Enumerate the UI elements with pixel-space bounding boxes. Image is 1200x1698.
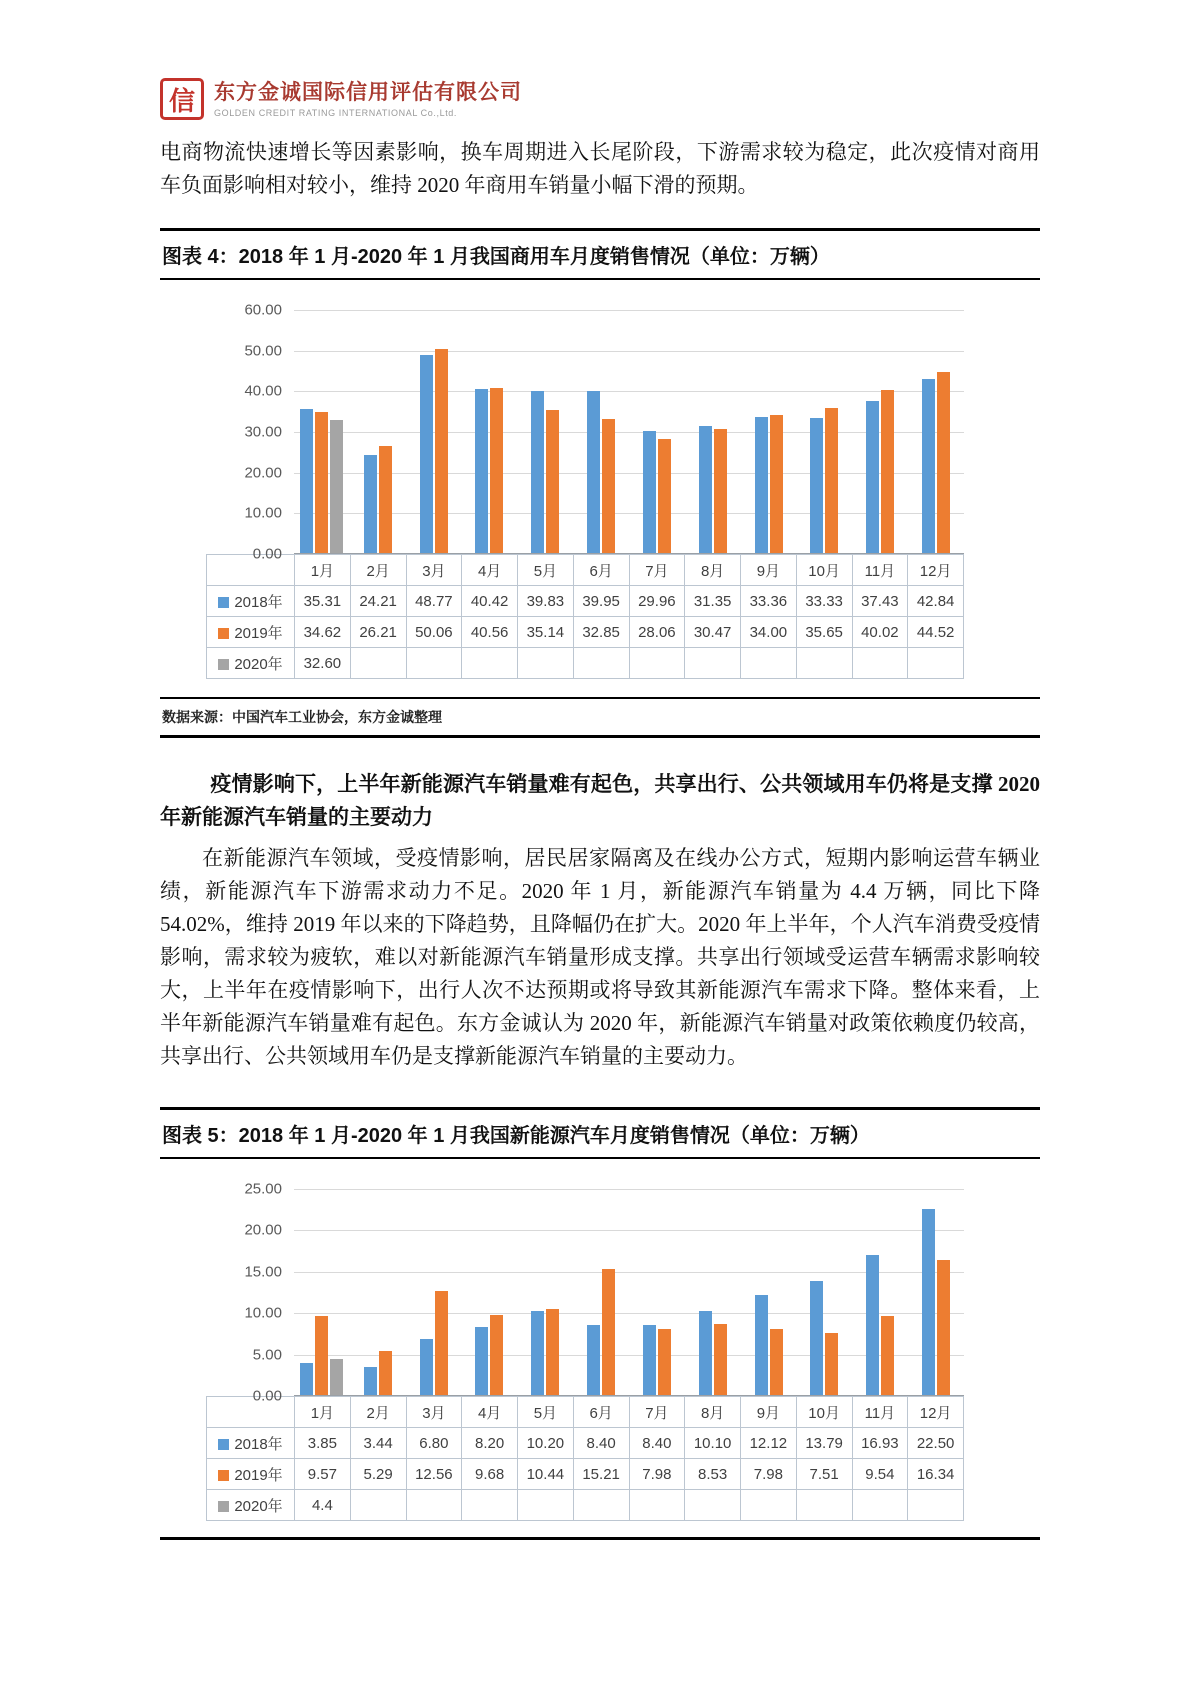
y-axis-tick: 25.00 xyxy=(244,1180,282,1198)
value-cell: 30.47 xyxy=(685,617,741,648)
company-name: 东方金诚国际信用评估有限公司 xyxy=(214,80,522,104)
value-cell xyxy=(518,648,574,679)
chart4-block xyxy=(160,228,1040,738)
y-axis-tick: 15.00 xyxy=(244,1263,282,1281)
bar xyxy=(364,1367,377,1396)
bar xyxy=(770,1329,783,1395)
value-cell: 7.51 xyxy=(796,1459,852,1490)
plot-area xyxy=(294,1189,964,1396)
month-label: 12月 xyxy=(908,555,964,586)
month-label: 8月 xyxy=(685,555,741,586)
month-label: 3月 xyxy=(406,1397,462,1428)
month-label: 2月 xyxy=(350,1397,406,1428)
y-axis-tick: 10.00 xyxy=(244,504,282,522)
bar-groups xyxy=(294,1189,964,1395)
bar xyxy=(602,419,615,553)
bar-group xyxy=(852,1189,908,1395)
bar xyxy=(546,410,559,553)
month-label: 6月 xyxy=(573,555,629,586)
value-cell xyxy=(462,648,518,679)
chart-plot-row xyxy=(206,1180,964,1405)
value-cell xyxy=(350,648,406,679)
month-label: 6月 xyxy=(573,1397,629,1428)
bar xyxy=(587,391,600,554)
value-cell: 9.68 xyxy=(462,1459,518,1490)
month-label: 11月 xyxy=(852,1397,908,1428)
value-cell: 28.06 xyxy=(629,617,685,648)
value-cell: 31.35 xyxy=(685,586,741,617)
chart4-source-note: 数据来源：中国汽车工业协会，东方金诚整理 xyxy=(160,697,1040,738)
series-row xyxy=(207,1428,964,1459)
y-axis-tick: 50.00 xyxy=(244,342,282,360)
company-logo xyxy=(160,78,1040,120)
bar xyxy=(315,412,328,553)
y-axis-tick: 40.00 xyxy=(244,382,282,400)
value-cell xyxy=(852,648,908,679)
chart5-figure xyxy=(206,1180,964,1521)
value-cell: 8.40 xyxy=(573,1428,629,1459)
value-cell xyxy=(852,1490,908,1521)
bar xyxy=(435,349,448,553)
value-cell: 4.4 xyxy=(295,1490,351,1521)
bar xyxy=(420,355,433,553)
value-cell: 15.21 xyxy=(573,1459,629,1490)
value-cell: 8.20 xyxy=(462,1428,518,1459)
bar xyxy=(490,1315,503,1395)
bar-group xyxy=(517,310,573,553)
bar-group xyxy=(294,1189,350,1395)
value-cell: 35.31 xyxy=(295,586,351,617)
value-cell: 5.29 xyxy=(350,1459,406,1490)
month-label: 2月 xyxy=(350,555,406,586)
bar xyxy=(531,1311,544,1396)
bar-group xyxy=(796,1189,852,1395)
legend-swatch xyxy=(218,597,229,608)
month-label: 4月 xyxy=(462,1397,518,1428)
value-cell xyxy=(685,1490,741,1521)
company-logo-icon xyxy=(160,78,204,120)
bar-group xyxy=(461,1189,517,1395)
bar xyxy=(490,388,503,553)
bar-group xyxy=(852,310,908,553)
value-cell xyxy=(685,648,741,679)
bar-group xyxy=(517,1189,573,1395)
company-subtitle: GOLDEN CREDIT RATING INTERNATIONAL Co.,Ltd. xyxy=(214,108,458,119)
value-cell: 12.56 xyxy=(406,1459,462,1490)
value-cell: 13.79 xyxy=(796,1428,852,1459)
value-cell: 39.83 xyxy=(518,586,574,617)
bar xyxy=(881,1316,894,1395)
value-cell: 39.95 xyxy=(573,586,629,617)
value-cell: 37.43 xyxy=(852,586,908,617)
month-label: 11月 xyxy=(852,555,908,586)
legend-cell: 2020年 xyxy=(207,648,295,679)
value-cell xyxy=(406,648,462,679)
legend-swatch xyxy=(218,1439,229,1450)
value-cell: 40.02 xyxy=(852,617,908,648)
month-label: 8月 xyxy=(685,1397,741,1428)
value-cell: 9.54 xyxy=(852,1459,908,1490)
month-header-row xyxy=(207,555,964,586)
value-cell: 29.96 xyxy=(629,586,685,617)
month-label: 7月 xyxy=(629,555,685,586)
series-row xyxy=(207,648,964,679)
bar-group xyxy=(350,1189,406,1395)
value-cell: 10.44 xyxy=(518,1459,574,1490)
y-axis-tick: 20.00 xyxy=(244,1221,282,1239)
value-cell: 26.21 xyxy=(350,617,406,648)
bar-group xyxy=(573,1189,629,1395)
bar-group xyxy=(685,310,741,553)
logo-glyph: 信 xyxy=(168,86,195,116)
legend-cell: 2019年 xyxy=(207,1459,295,1490)
bar-group xyxy=(629,1189,685,1395)
month-label: 3月 xyxy=(406,555,462,586)
value-cell: 10.20 xyxy=(518,1428,574,1459)
legend-cell: 2018年 xyxy=(207,1428,295,1459)
bar-group xyxy=(406,310,462,553)
legend-swatch xyxy=(218,1501,229,1512)
bar xyxy=(379,446,392,553)
month-label: 5月 xyxy=(518,1397,574,1428)
bar xyxy=(546,1309,559,1395)
series-row xyxy=(207,586,964,617)
bar xyxy=(315,1316,328,1395)
bar xyxy=(714,1324,727,1395)
bar xyxy=(300,1363,313,1395)
bar xyxy=(658,1329,671,1395)
bar xyxy=(435,1291,448,1395)
value-cell: 12.12 xyxy=(741,1428,797,1459)
y-axis-tick: 10.00 xyxy=(244,1304,282,1322)
bar-group xyxy=(573,310,629,553)
chart-plot-row xyxy=(206,301,964,563)
value-cell: 35.65 xyxy=(796,617,852,648)
bar xyxy=(810,1281,823,1395)
value-cell: 10.10 xyxy=(685,1428,741,1459)
bar xyxy=(714,429,727,553)
series-row xyxy=(207,617,964,648)
value-cell: 33.36 xyxy=(741,586,797,617)
month-label: 7月 xyxy=(629,1397,685,1428)
bar-group xyxy=(350,310,406,553)
month-label: 4月 xyxy=(462,555,518,586)
bar-group xyxy=(461,310,517,553)
value-cell: 40.56 xyxy=(462,617,518,648)
bar xyxy=(866,401,879,553)
bar-group xyxy=(908,1189,964,1395)
bar-group xyxy=(908,310,964,553)
bar xyxy=(699,426,712,554)
month-header-row xyxy=(207,1397,964,1428)
legend-cell: 2019年 xyxy=(207,617,295,648)
bar xyxy=(937,1260,950,1395)
bar xyxy=(699,1311,712,1395)
bar-group xyxy=(796,310,852,553)
value-cell xyxy=(741,1490,797,1521)
month-label: 9月 xyxy=(741,1397,797,1428)
month-label: 12月 xyxy=(908,1397,964,1428)
chart4-figure xyxy=(206,301,964,679)
value-cell: 44.52 xyxy=(908,617,964,648)
value-cell xyxy=(796,648,852,679)
value-cell: 40.42 xyxy=(462,586,518,617)
bar xyxy=(755,1295,768,1395)
bar xyxy=(531,391,544,553)
value-cell: 7.98 xyxy=(629,1459,685,1490)
bar xyxy=(587,1325,600,1395)
bar xyxy=(475,389,488,553)
bar-group xyxy=(685,1189,741,1395)
intro-paragraph: 电商物流快速增长等因素影响，换车周期进入长尾阶段，下游需求较为稳定，此次疫情对商用车负面影响相对较小，维持 2020 年商用车销量小幅下滑的预期。 xyxy=(160,140,1040,197)
value-cell xyxy=(518,1490,574,1521)
value-cell: 50.06 xyxy=(406,617,462,648)
legend-swatch xyxy=(218,628,229,639)
y-axis-tick: 0.00 xyxy=(252,545,282,563)
y-axis xyxy=(206,301,294,563)
y-axis-tick: 5.00 xyxy=(252,1346,282,1364)
bar xyxy=(300,409,313,553)
value-cell xyxy=(908,648,964,679)
month-label: 10月 xyxy=(796,1397,852,1428)
company-logo-text xyxy=(214,78,522,118)
legend-swatch xyxy=(218,1470,229,1481)
value-cell: 48.77 xyxy=(406,586,462,617)
value-cell: 6.80 xyxy=(406,1428,462,1459)
bar xyxy=(825,1333,838,1395)
legend-cell: 2018年 xyxy=(207,586,295,617)
value-cell: 8.53 xyxy=(685,1459,741,1490)
month-label: 1月 xyxy=(295,555,351,586)
bar-group xyxy=(406,1189,462,1395)
value-cell xyxy=(406,1490,462,1521)
month-label: 5月 xyxy=(518,555,574,586)
chart5-title: 图表 5：2018 年 1 月-2020 年 1 月我国新能源汽车月度销售情况（单位：万辆） xyxy=(160,1110,1040,1159)
month-label: 9月 xyxy=(741,555,797,586)
bar-group xyxy=(629,310,685,553)
bar xyxy=(330,420,343,553)
bar xyxy=(602,1269,615,1395)
value-cell: 9.57 xyxy=(295,1459,351,1490)
bar-group xyxy=(294,310,350,553)
bar-group xyxy=(741,310,797,553)
bar xyxy=(658,439,671,553)
legend-cell: 2020年 xyxy=(207,1490,295,1521)
value-cell: 32.60 xyxy=(295,648,351,679)
value-cell xyxy=(629,1490,685,1521)
value-cell xyxy=(796,1490,852,1521)
value-cell: 16.34 xyxy=(908,1459,964,1490)
bar xyxy=(643,431,656,553)
bar-groups xyxy=(294,310,964,553)
value-cell: 35.14 xyxy=(518,617,574,648)
value-cell: 7.98 xyxy=(741,1459,797,1490)
chart-data-table xyxy=(206,554,964,679)
value-cell xyxy=(908,1490,964,1521)
bar xyxy=(755,417,768,553)
bar xyxy=(937,372,950,553)
y-axis xyxy=(206,1180,294,1405)
y-axis-tick: 30.00 xyxy=(244,423,282,441)
value-cell xyxy=(629,648,685,679)
value-cell xyxy=(573,1490,629,1521)
bar xyxy=(866,1255,879,1395)
month-label: 1月 xyxy=(295,1397,351,1428)
value-cell xyxy=(573,648,629,679)
body-paragraph: 在新能源汽车领域，受疫情影响，居民居家隔离及在线办公方式，短期内影响运营车辆业绩，新能源汽车下游需求动力不足。2020 年 1 月，新能源汽车销量为 4.4 万辆，同比下降 54.02%，维持 2019 年以来的下降趋势，且降幅仍在扩大。2020 年上半年，个人汽车消费受疫情影响，需求较为疲软，难以对新能源汽车销量形成支撑。共享出行领域受运营车辆需求影响较大，上半年在疫情影响下，出行人次不达预期或将导致其新能源汽车需求下降。整体来看，上半年新能源汽车销量难有起色。东方金诚认为 2020 年，新能源汽车销量对政策依赖度仍较高，共享出行、公共领域用车仍是支撑新能源汽车销量的主要动力。 xyxy=(160,846,1040,1068)
bar xyxy=(770,415,783,553)
bar xyxy=(330,1359,343,1395)
value-cell: 8.40 xyxy=(629,1428,685,1459)
bar-group xyxy=(741,1189,797,1395)
value-cell: 34.00 xyxy=(741,617,797,648)
section-heading: 疫情影响下，上半年新能源汽车销量难有起色，共享出行、公共领域用车仍将是支撑 2020 年新能源汽车销量的主要动力 xyxy=(160,772,1040,829)
value-cell: 3.85 xyxy=(295,1428,351,1459)
value-cell xyxy=(350,1490,406,1521)
bar xyxy=(922,379,935,553)
bar xyxy=(364,455,377,554)
bar xyxy=(420,1339,433,1395)
chart5-block xyxy=(160,1107,1040,1540)
value-cell: 16.93 xyxy=(852,1428,908,1459)
chart-data-table xyxy=(206,1396,964,1521)
bar xyxy=(881,390,894,553)
legend-swatch xyxy=(218,659,229,670)
bar xyxy=(379,1351,392,1395)
month-label: 10月 xyxy=(796,555,852,586)
bar xyxy=(922,1209,935,1395)
value-cell: 34.62 xyxy=(295,617,351,648)
value-cell: 32.85 xyxy=(573,617,629,648)
value-cell: 22.50 xyxy=(908,1428,964,1459)
value-cell: 42.84 xyxy=(908,586,964,617)
y-axis-tick: 20.00 xyxy=(244,464,282,482)
chart4-title: 图表 4：2018 年 1 月-2020 年 1 月我国商用车月度销售情况（单位：万辆） xyxy=(160,231,1040,280)
value-cell: 24.21 xyxy=(350,586,406,617)
bar xyxy=(643,1325,656,1395)
y-axis-tick: 0.00 xyxy=(252,1387,282,1405)
bar xyxy=(810,418,823,554)
value-cell xyxy=(741,648,797,679)
y-axis-tick: 60.00 xyxy=(244,301,282,319)
bar xyxy=(825,408,838,553)
series-row xyxy=(207,1459,964,1490)
plot-area xyxy=(294,310,964,554)
value-cell xyxy=(462,1490,518,1521)
bar xyxy=(475,1327,488,1395)
value-cell: 3.44 xyxy=(350,1428,406,1459)
value-cell: 33.33 xyxy=(796,586,852,617)
series-row xyxy=(207,1490,964,1521)
